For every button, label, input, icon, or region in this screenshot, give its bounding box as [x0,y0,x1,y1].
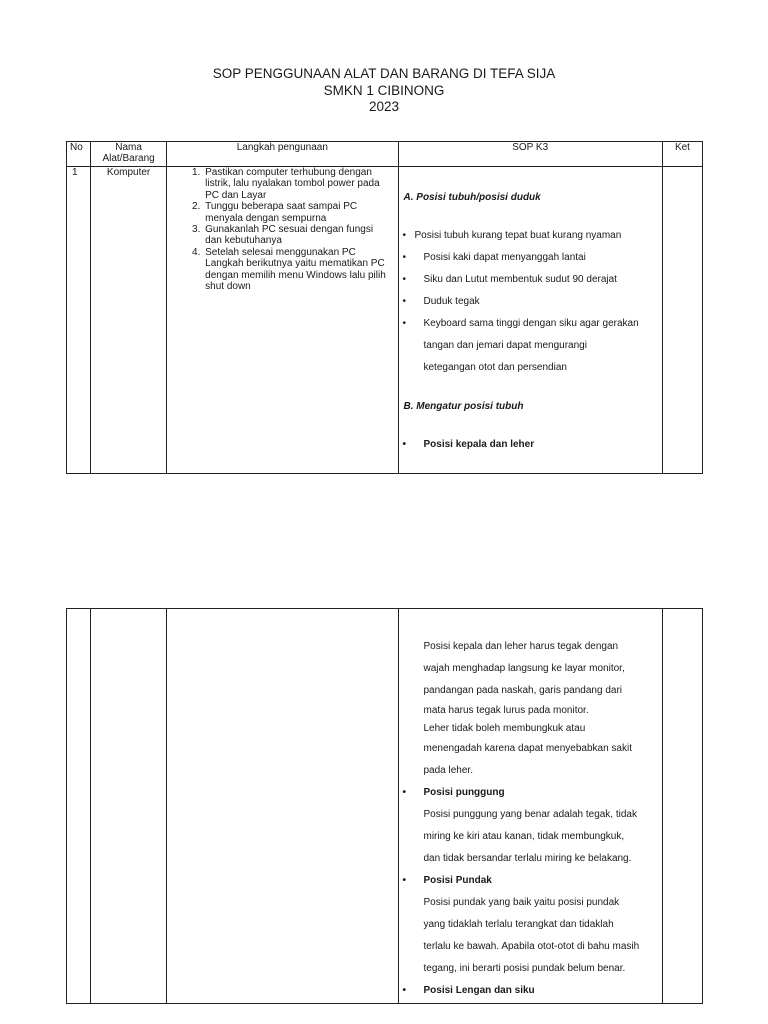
section-a-heading: A. Posisi tubuh/posisi duduk [403,192,541,203]
bullet-icon: • [402,296,407,307]
bullet-icon: • [402,274,407,285]
list-item-text: Keyboard sama tinggi dengan siku agar gerakan [423,318,639,329]
title-line-2: SMKN 1 CIBINONG [323,82,445,98]
ket-cell [662,167,702,474]
list-item-text: Posisi kaki dapat menyanggah lantai [423,252,586,263]
paragraph-line: terlalu ke bawah. Apabila otot-otot di bahu masih [423,941,640,952]
sop-cell [398,609,662,1004]
list-item-continuation: tangan dan jemari dapat mengurangi [423,340,587,351]
sop-cell [398,167,662,474]
bullet-icon: • [402,230,407,241]
header-langkah: Langkah pengunaan [167,142,398,167]
list-item-text: Siku dan Lutut membentuk sudut 90 derajat [423,274,617,285]
subheading-text: Posisi Pundak [423,875,492,886]
step-item: 4. Setelah selesai menggunakan PC Langkah berikutnya yaitu mematikan PC dengan memilih menu Windows lalu pilih shut down [203,247,391,293]
step-item: 2. Tunggu beberapa saat sampai PC menyala dengan sempurna [203,201,391,224]
list-item [399,269,662,291]
paragraph-line: Posisi pundak yang baik yaitu posisi pundak [423,897,620,908]
item-name [91,609,167,1004]
subheading-kepala-leher [399,434,662,456]
steps-list [167,167,397,292]
table-row [67,167,703,474]
bullet-icon: • [402,318,407,329]
paragraph-line: yang tidaklah terlalu terangkat dan tidaklah [423,919,614,930]
paragraph-line: dan tidak bersandar terlalu miring ke belakang. [423,853,632,864]
sop-table-page-1 [66,141,703,474]
list-item [399,313,662,335]
list-item-text: Posisi tubuh kurang tepat buat kurang nyaman [414,230,622,241]
header-nama-alat: Nama Alat/Barang [91,142,167,167]
paragraph-line: Posisi kepala dan leher harus tegak dengan [423,641,619,652]
paragraph-line: tegang, ini berarti posisi pundak belum benar. [423,963,626,974]
paragraph-line: wajah menghadap langsung ke layar monitor, [423,663,625,674]
document-title [0,66,768,116]
steps-cell [167,609,398,1004]
row-number [67,609,91,1004]
subheading-text: Posisi punggung [423,787,505,798]
sop-table-page-2 [66,608,703,1004]
subheading-pundak [399,870,662,892]
row-number: 1 [67,167,91,474]
paragraph-line: miring ke kiri atau kanan, tidak membungkuk, [423,831,625,842]
bullet-icon: • [402,252,407,263]
header-ket: Ket [662,142,702,167]
bullet-icon: • [402,985,407,996]
subheading-lengan-siku [399,980,662,1002]
header-no: No [67,142,91,167]
bullet-icon: • [402,439,407,450]
bullet-icon: • [402,875,407,886]
list-item [399,247,662,269]
paragraph-line: menengadah karena dapat menyebabkan sakit [423,743,632,754]
steps-cell [167,167,398,474]
list-item-continuation: ketegangan otot dan persendian [423,362,567,373]
subheading-text: Posisi Lengan dan siku [423,985,535,996]
section-b-heading: B. Mengatur posisi tubuh [403,401,524,412]
paragraph-line: Leher tidak boleh membungkuk atau [423,723,586,734]
header-sop-k3: SOP K3 [398,142,662,167]
subheading-punggung [399,782,662,804]
list-item-text: Duduk tegak [423,296,480,307]
title-line-1: SOP PENGGUNAAN ALAT DAN BARANG DI TEFA SIJA [212,66,556,81]
item-name: Komputer [91,167,167,474]
title-line-3: 2023 [368,99,400,114]
ket-cell [662,609,702,1004]
paragraph-line: pandangan pada naskah, garis pandang dari [423,685,622,696]
paragraph-line: pada leher. [423,765,473,776]
step-item: 1. Pastikan computer terhubung dengan listrik, lalu nyalakan tombol power pada PC dan Layar [203,167,391,201]
table-row [67,609,703,1004]
paragraph-line: mata harus tegak lurus pada monitor. [423,705,589,716]
table-header-row [67,142,703,167]
list-item [399,291,662,313]
bullet-icon: • [402,787,407,798]
step-item: 3. Gunakanlah PC sesuai dengan fungsi dan kebutuhanya [203,224,391,247]
list-item [399,225,662,247]
paragraph-line: Posisi punggung yang benar adalah tegak, tidak [423,809,637,820]
subheading-text: Posisi kepala dan leher [423,439,535,450]
